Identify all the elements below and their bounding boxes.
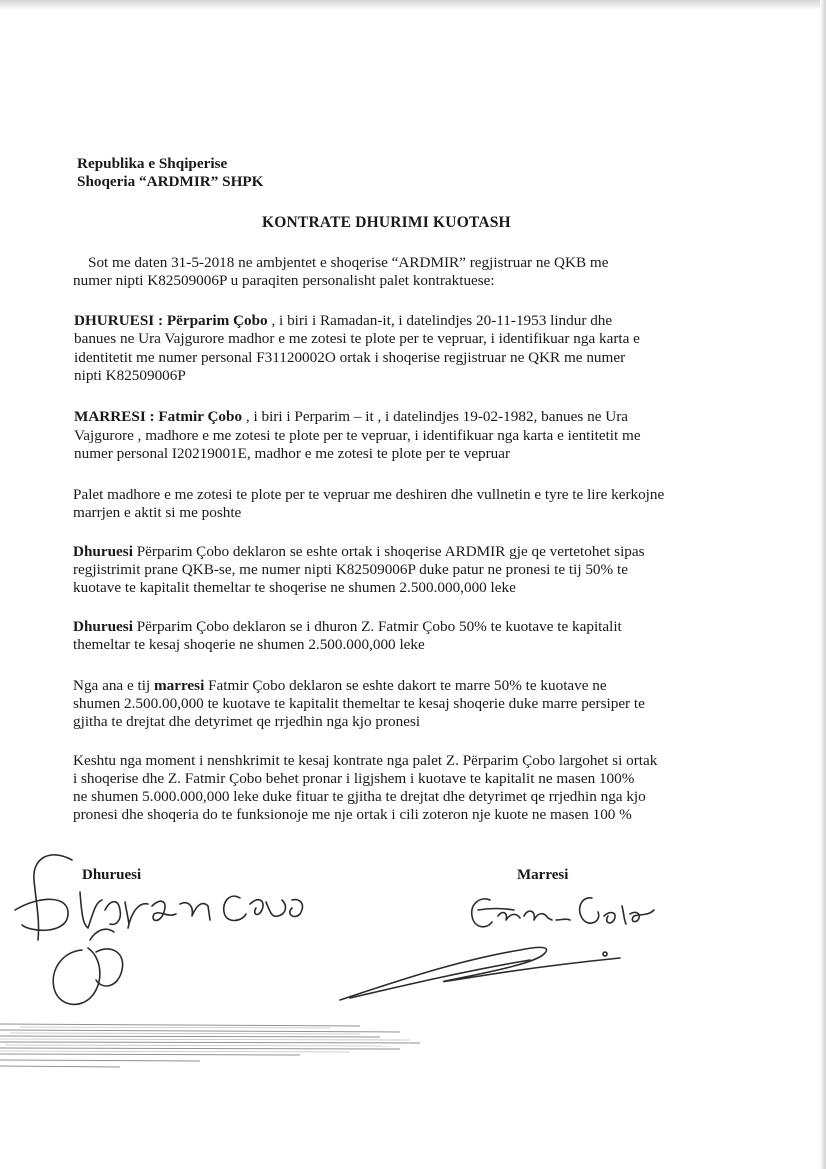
recipient-name: Fatmir Çobo <box>158 408 243 425</box>
recipient-line: numer personal I20219001E, madhor e me zotesi te plote per te vepruar <box>74 445 511 462</box>
donor-name: Përparim Çobo <box>166 312 268 329</box>
clause-3-line: shumen 2.500.00,000 te kuotave te kapitalit themeltar te kesaj shoqerie duke marre persiper te <box>73 695 645 712</box>
clause-1: Dhuruesi Përparim Çobo deklaron se eshte ortak i shoqerise ARDMIR gje qe vertetohet sipas <box>73 543 645 560</box>
donor-line: banues ne Ura Vajgurore madhor e me zotesi te plote per te vepruar, i identifikuar nga karta e <box>74 330 640 347</box>
clause-2-lead: Dhuruesi <box>73 618 133 635</box>
donor-signature <box>10 840 340 1020</box>
donor-first-line: DHURUESI : Përparim Çobo , i biri i Ramadan-it, i datelindjes 20-11-1953 lindur dhe <box>74 312 613 329</box>
parties-statement: marrjen e aktit si me poshte <box>73 504 242 521</box>
clause-2-line: themeltar te kesaj shoqerie ne shumen 2.500.000,000 leke <box>73 636 425 653</box>
donor-line: identitetit me numer personal F31120002O ortak i shoqerise regjistruar ne QKR me numer <box>74 349 626 366</box>
clause-1-line: kuotave te kapitalit themeltar te shoqerise ne shumen 2.500.000,000 leke <box>73 579 516 596</box>
clause-3: Nga ana e tij marresi Fatmir Çobo deklaron se eshte dakort te marre 50% te kuotave ne <box>73 677 607 694</box>
recipient-label: MARRESI <box>74 408 146 425</box>
donor-signature-label: Dhuruesi <box>82 867 142 883</box>
clause-3-lead: marresi <box>153 677 205 694</box>
recipient-details: , i biri i Perparim – it , i datelindjes 19-02-1982, banues ne Ura <box>242 408 628 425</box>
recipient-first-line: MARRESI : Fatmir Çobo , i biri i Perparim – it , i datelindjes 19-02-1982, banues ne Ura <box>74 408 628 425</box>
clause-2: Dhuruesi Përparim Çobo deklaron se i dhuron Z. Fatmir Çobo 50% te kuotave te kapitalit <box>73 618 622 635</box>
recipient-line: Vajgurore , madhore e me zotesi te plote per te vepruar, i identifikuar nga karta e ientitetit me <box>74 427 641 444</box>
header-company: Shoqeria “ARDMIR” SHPK <box>77 173 264 190</box>
recipient-signature-label: Marresi <box>517 867 569 883</box>
intro-line: Sot me daten 31-5-2018 ne ambjentet e shoqerise “ARDMIR” regjistruar ne QKB me <box>88 254 609 271</box>
donor-label: DHURUESI <box>74 312 155 329</box>
clause-4-line: i shoqerise dhe Z. Fatmir Çobo behet pronar i ligjshem i kuotave te kapitalit ne masen 100% <box>73 770 635 787</box>
document-title: KONTRATE DHURIMI KUOTASH <box>262 214 511 231</box>
clause-3-line: gjitha te drejtat dhe detyrimet qe rrjedhin nga kjo pronesi <box>73 713 421 730</box>
clause-1-line: regjistrimit prane QKB-se, me numer nipti K82509006P duke patur ne pronesi te tij 50% te <box>73 561 628 578</box>
clause-1-lead: Dhuruesi <box>73 543 133 560</box>
copy-smudge <box>0 1016 430 1076</box>
scan-edge-shadow-right <box>820 0 826 1169</box>
header-country: Republika e Shqiperise <box>77 155 228 172</box>
scan-edge-shadow <box>0 0 826 10</box>
clause-4-line: pronesi dhe shoqeria do te funksionoje me nje ortak i cili zoteron nje kuote ne masen 100 % <box>73 806 632 823</box>
clause-4-line: Keshtu nga moment i nenshkrimit te kesaj kontrate nga palet Z. Përparim Çobo largohet si ortak <box>73 752 658 769</box>
intro-line: numer nipti K82509006P u paraqiten personalisht palet kontraktuese: <box>73 272 495 289</box>
parties-statement: Palet madhore e me zotesi te plote per te vepruar me deshiren dhe vullnetin e tyre te lire kerkojne <box>73 486 665 503</box>
donor-line: nipti K82509006P <box>74 367 186 384</box>
clause-4-line: ne shumen 5.000.000,000 leke duke fituar te gjitha te drejtat dhe detyrimet qe rrjedhin nga kjo <box>73 788 646 805</box>
recipient-signature <box>330 880 690 1020</box>
donor-details: , i biri i Ramadan-it, i datelindjes 20-11-1953 lindur dhe <box>267 312 613 329</box>
